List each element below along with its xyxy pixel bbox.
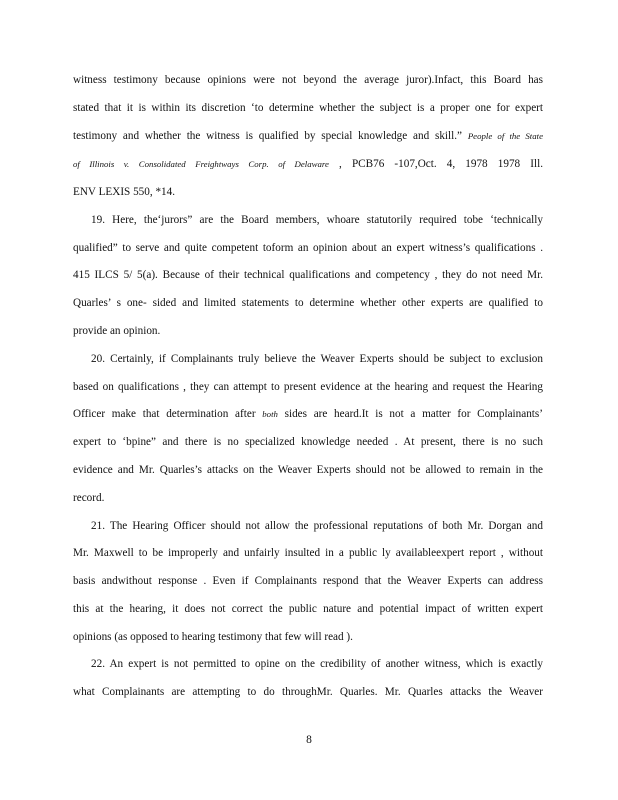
text-line: basis andwithout response . Even if Complainants respond that the Weaver Experts can address [73, 575, 543, 587]
paragraph-19-start: 19. Here, the‘jurors” are the Board members, whoare statutorily required tobe ‘technically [91, 214, 543, 226]
paragraph-22-start: 22. An expert is not permitted to opine on the credibility of another witness, which is exactly [91, 658, 543, 670]
text-line: Officer make that determination after both sides are heard.It is not a matter for Complainants’ [73, 408, 543, 420]
emphasis-text: both [262, 409, 278, 419]
text-line: what Complainants are attempting to do throughMr. Quarles. Mr. Quarles attacks the Weaver [73, 686, 543, 698]
text-line: based on qualifications , they can attempt to present evidence at the hearing and request the Hearing [73, 381, 543, 393]
text-line: record. [73, 492, 105, 504]
text-line: qualified” to serve and quite competent toform an opinion about an expert witness’s qualifications . [73, 242, 543, 254]
case-citation: of Illinois v. Consolidated Freightways Corp. of Delaware [73, 159, 329, 169]
text-line: expert to ‘bpine” and there is no specialized knowledge needed . At present, there is no such [73, 436, 543, 448]
text-line: Mr. Maxwell to be improperly and unfairly insulted in a public ly availableexpert report , without [73, 547, 543, 559]
text-line: opinions (as opposed to hearing testimony that few will read ). [73, 631, 353, 643]
paragraph-20-start: 20. Certainly, if Complainants truly believe the Weaver Experts should be subject to exclusion [91, 353, 543, 365]
text-line: stated that it is within its discretion ‘to determine whether the subject is a proper one for expert [73, 102, 543, 114]
text-line: of Illinois v. Consolidated Freightways Corp. of Delaware , PCB76 -107,Oct. 4, 1978 1978 Ill. [73, 158, 543, 170]
text-line: provide an opinion. [73, 325, 161, 337]
page-number: 8 [306, 734, 312, 746]
case-citation: People of the State [467, 131, 544, 141]
text-line: this at the hearing, it does not correct the public nature and potential impact of written expert [73, 603, 543, 615]
text-line: Quarles’ s one- sided and limited statements to determine whether other experts are qualified to [73, 297, 543, 309]
text-line: 415 ILCS 5/ 5(a). Because of their technical qualifications and competency , they do not need Mr. [73, 269, 543, 281]
paragraph-21-start: 21. The Hearing Officer should not allow the professional reputations of both Mr. Dorgan and [91, 520, 543, 532]
text-line: evidence and Mr. Quarles’s attacks on the Weaver Experts should not be allowed to remain in the [73, 464, 543, 476]
text-line: ENV LEXIS 550, *14. [73, 186, 176, 198]
text-line: witness testimony because opinions were not beyond the average juror).Infact, this Board has [73, 74, 543, 86]
text-line: testimony and whether the witness is qualified by special knowledge and skill.” People of the State [73, 130, 544, 142]
